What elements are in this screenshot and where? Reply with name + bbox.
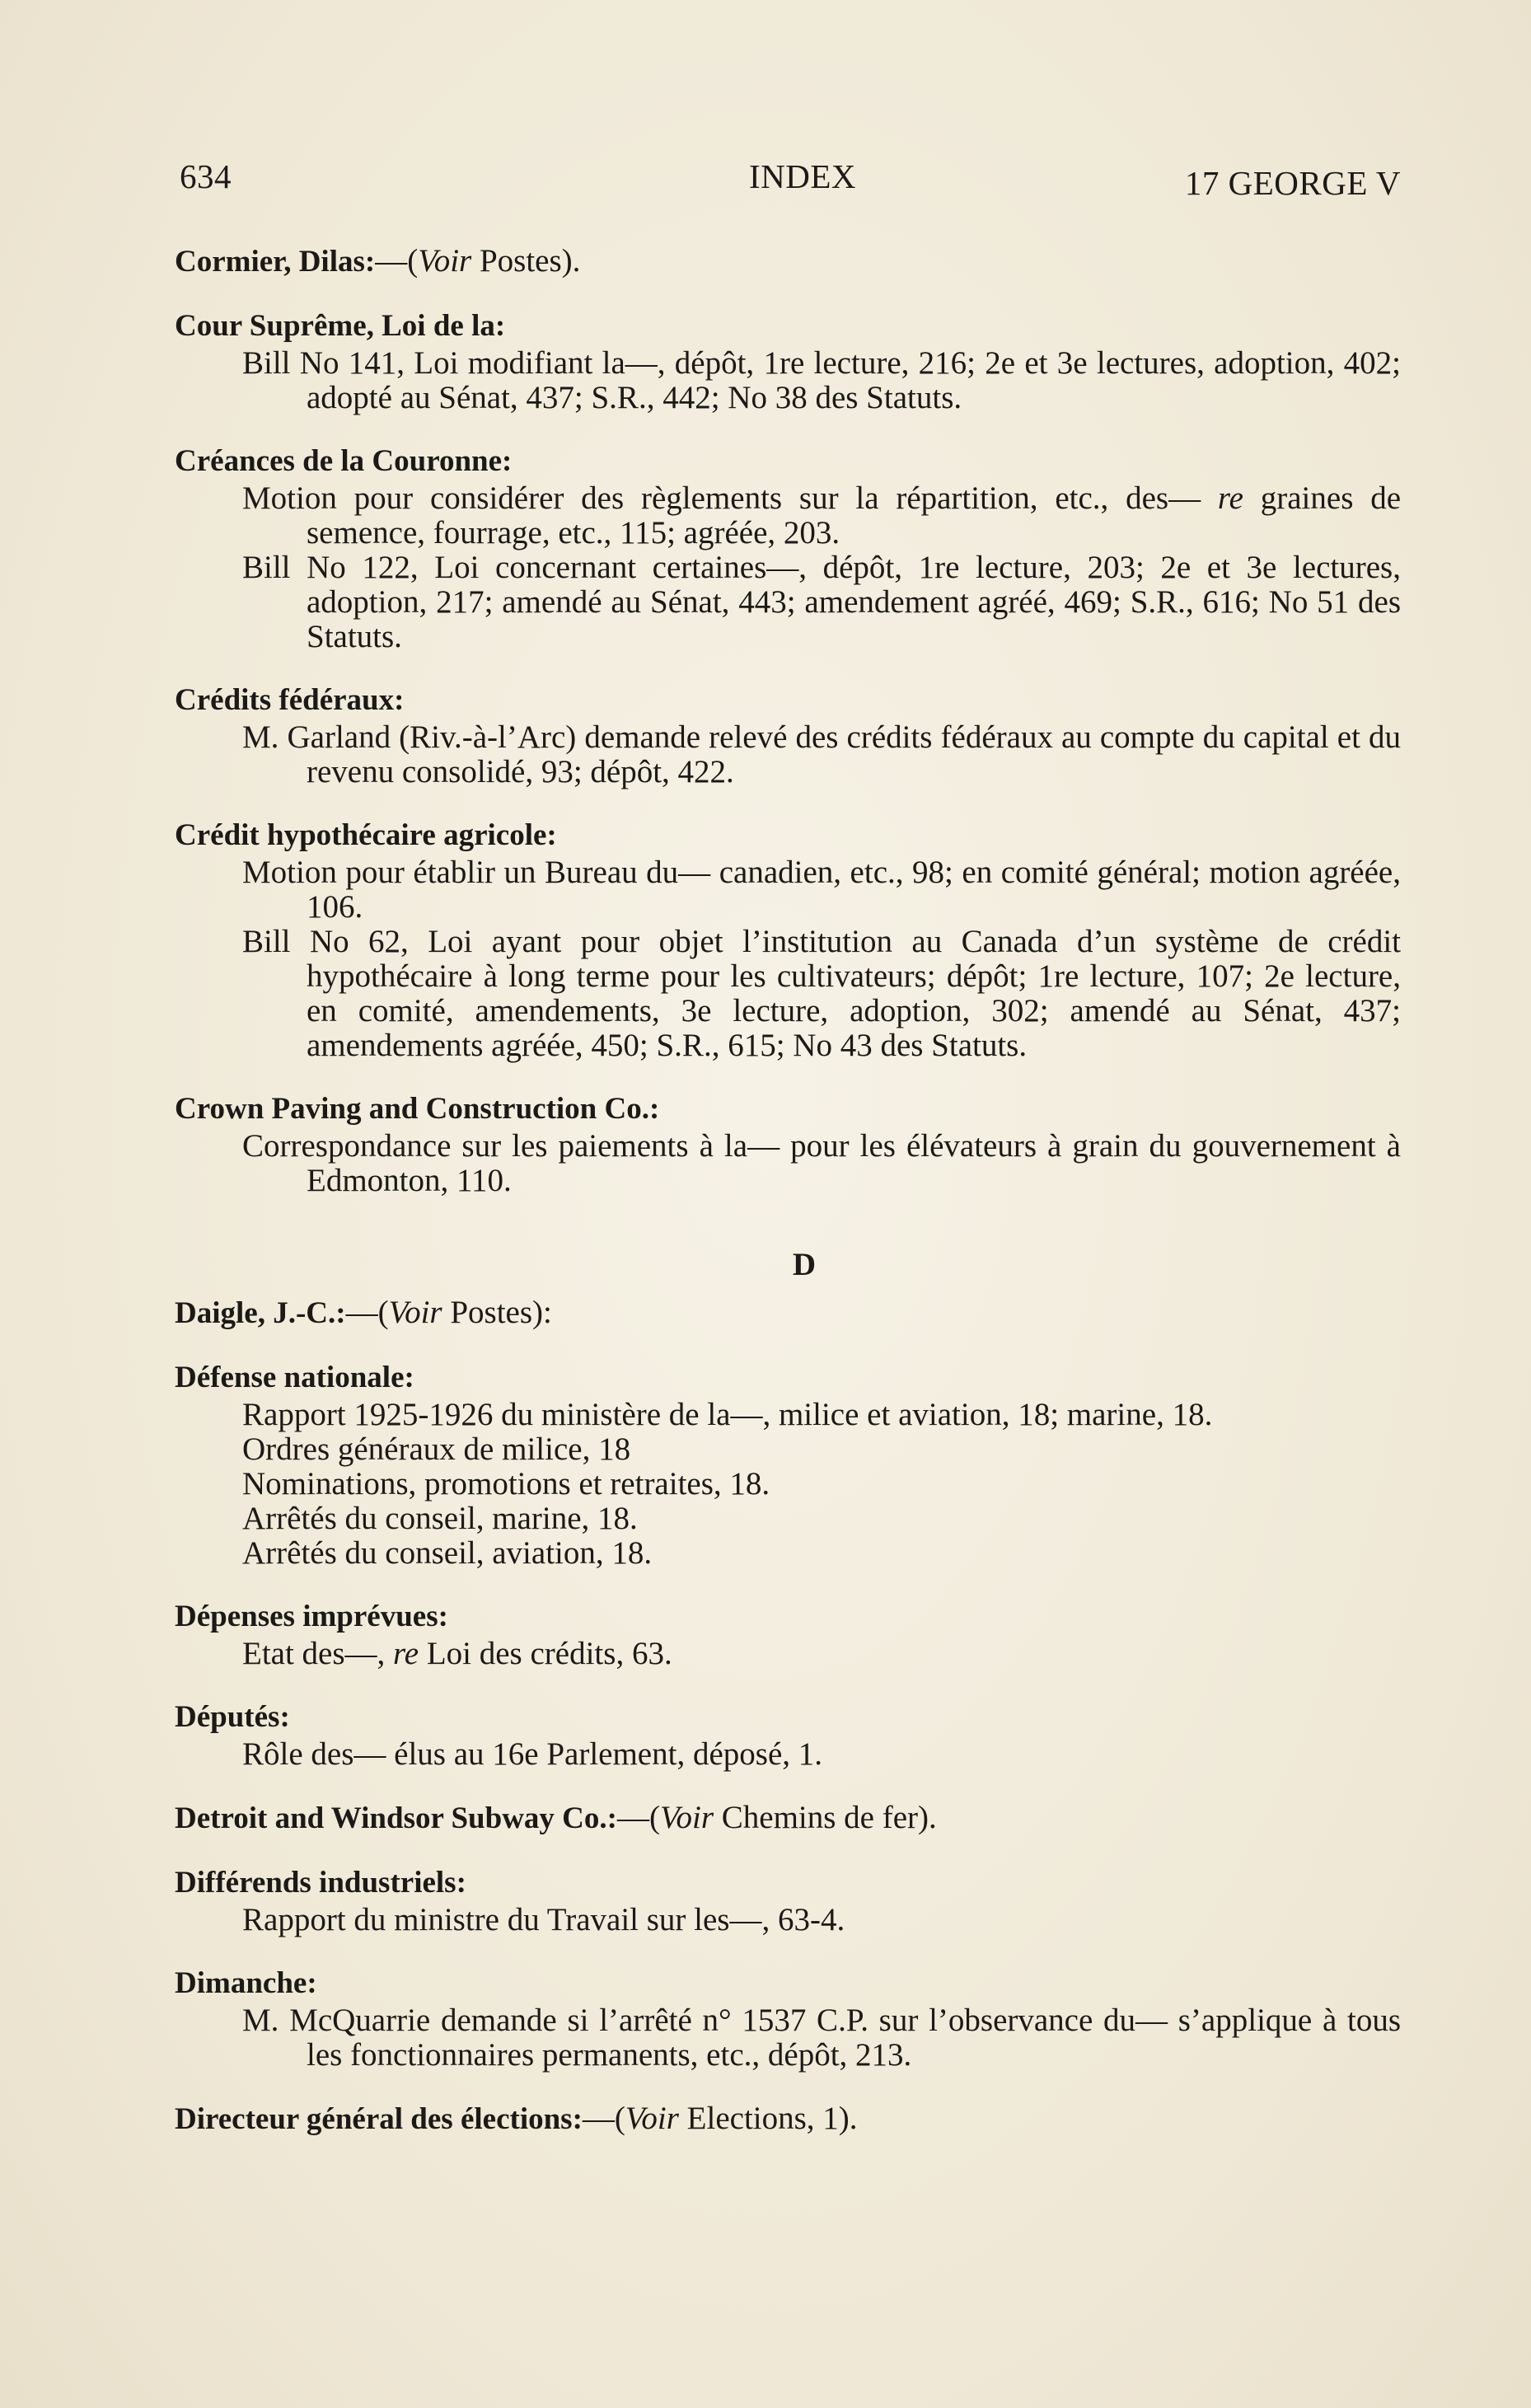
entry-heading: Crown Paving and Construction Co.: xyxy=(175,1092,660,1126)
entry-item: Arrêtés du conseil, aviation, 18. xyxy=(242,1535,653,1571)
page-number: 634 xyxy=(180,157,232,195)
index-entry-creances-couronne xyxy=(175,443,1401,654)
entry-heading: Différends industriels: xyxy=(175,1866,466,1900)
entry-heading: Detroit and Windsor Subway Co.: xyxy=(175,1801,617,1835)
entry-heading: Défense nationale: xyxy=(175,1361,414,1394)
index-entry-dimanche xyxy=(175,1965,1401,2073)
index-entry-crown-paving xyxy=(175,1091,1401,1198)
index-entry-detroit-windsor: Detroit and Windsor Subway Co.:—(Voir Chemins de fer). xyxy=(175,1800,937,1835)
entry-item: Bill No 122, Loi concernant certaines—, dépôt, 1re lecture, 203; 2e et 3e lectures, adoption, 217; amendé au Sénat, 443; amendement agréé, 469; S.R., 616; No 51 des Statuts. xyxy=(242,550,1401,654)
see-reference: Voir xyxy=(388,1295,442,1330)
index-entry-depenses-imprevues xyxy=(175,1599,1401,1671)
entry-item: Rapport du ministre du Travail sur les—, 63-4. xyxy=(242,1902,845,1937)
index-entry-cour-supreme xyxy=(175,308,1401,415)
entry-item: Etat des—, re Loi des crédits, 63. xyxy=(242,1636,672,1671)
entry-item: Ordres généraux de milice, 18 xyxy=(242,1431,631,1467)
entry-heading: Daigle, J.-C.: xyxy=(175,1296,346,1330)
index-entry-cormier: Cormier, Dilas:—(Voir Postes). xyxy=(175,243,581,279)
entry-heading: Cour Suprême, Loi de la: xyxy=(175,309,506,343)
entry-item: M. Garland (Riv.-à-l’Arc) demande relevé des crédits fédéraux au compte du capital et du revenu consolidé, 93; dépôt, 422. xyxy=(242,719,1401,789)
index-entry-credits-federaux xyxy=(175,682,1401,789)
section-letter: D xyxy=(792,1247,817,1282)
entry-heading: Crédits fédéraux: xyxy=(175,683,405,717)
index-entry-directeur-elections: Directeur général des élections:—(Voir Elections, 1). xyxy=(175,2101,858,2136)
entry-item: Correspondance sur les paiements à la— pour les élévateurs à grain du gouvernement à Edmonton, 110. xyxy=(242,1128,1401,1198)
entry-item: Rapport 1925-1926 du ministère de la—, milice et aviation, 18; marine, 18. xyxy=(242,1397,1213,1432)
entry-heading: Créances de la Couronne: xyxy=(175,444,513,478)
entry-item: Bill No 141, Loi modifiant la—, dépôt, 1re lecture, 216; 2e et 3e lectures, adoption, 402; adopté au Sénat, 437; S.R., 442; No 38 des Statuts. xyxy=(242,345,1401,415)
reign-label: 17 GEORGE V xyxy=(1184,164,1401,202)
entry-heading: Cormier, Dilas: xyxy=(175,245,376,279)
entry-item: Bill No 62, Loi ayant pour objet l’institution au Canada d’un système de crédit hypothécaire à long terme pour les cultivateurs; dépôt; 1re lecture, 107; 2e lecture, en comité, amendements, 3e lecture, adoption, 302; amendé au Sénat, 437; amendements agréée, 450; S.R., 615; No 43 des Statuts. xyxy=(242,924,1401,1063)
index-entry-credit-hypothecaire xyxy=(175,818,1401,1063)
index-entry-differends-industriels xyxy=(175,1865,1401,1937)
see-reference: Voir xyxy=(659,1800,714,1835)
entry-heading: Directeur général des élections: xyxy=(175,2102,583,2136)
entry-heading: Dimanche: xyxy=(175,1966,317,2000)
entry-item: Motion pour établir un Bureau du— canadien, etc., 98; en comité général; motion agréée, 106. xyxy=(242,855,1401,925)
index-entry-defense-nationale xyxy=(175,1360,1401,1571)
entry-item: Motion pour considérer des règlements sur la répartition, etc., des— re graines de semence, fourrage, etc., 115; agréée, 203. xyxy=(242,480,1402,550)
entry-heading: Dépenses imprévues: xyxy=(175,1600,448,1633)
index-content xyxy=(175,243,1401,2166)
page-title: INDEX xyxy=(748,157,857,195)
see-reference: Voir xyxy=(418,243,472,279)
index-entry-daigle: Daigle, J.-C.:—(Voir Postes): xyxy=(175,1295,552,1330)
entry-item: Arrêtés du conseil, marine, 18. xyxy=(242,1501,638,1536)
entry-heading: Crédit hypothécaire agricole: xyxy=(175,818,557,852)
entry-item: Nominations, promotions et retraites, 18. xyxy=(242,1466,770,1501)
entry-heading: Députés: xyxy=(175,1700,290,1734)
entry-item: Rôle des— élus au 16e Parlement, déposé, 1. xyxy=(242,1736,822,1772)
index-entry-deputes xyxy=(175,1699,1401,1772)
running-head xyxy=(180,157,1401,206)
entry-item: M. McQuarrie demande si l’arrêté n° 1537 C.P. sur l’observance du— s’applique à tous les fonctionnaires permanents, etc., dépôt, 213. xyxy=(242,2003,1401,2073)
see-reference: Voir xyxy=(625,2101,679,2136)
